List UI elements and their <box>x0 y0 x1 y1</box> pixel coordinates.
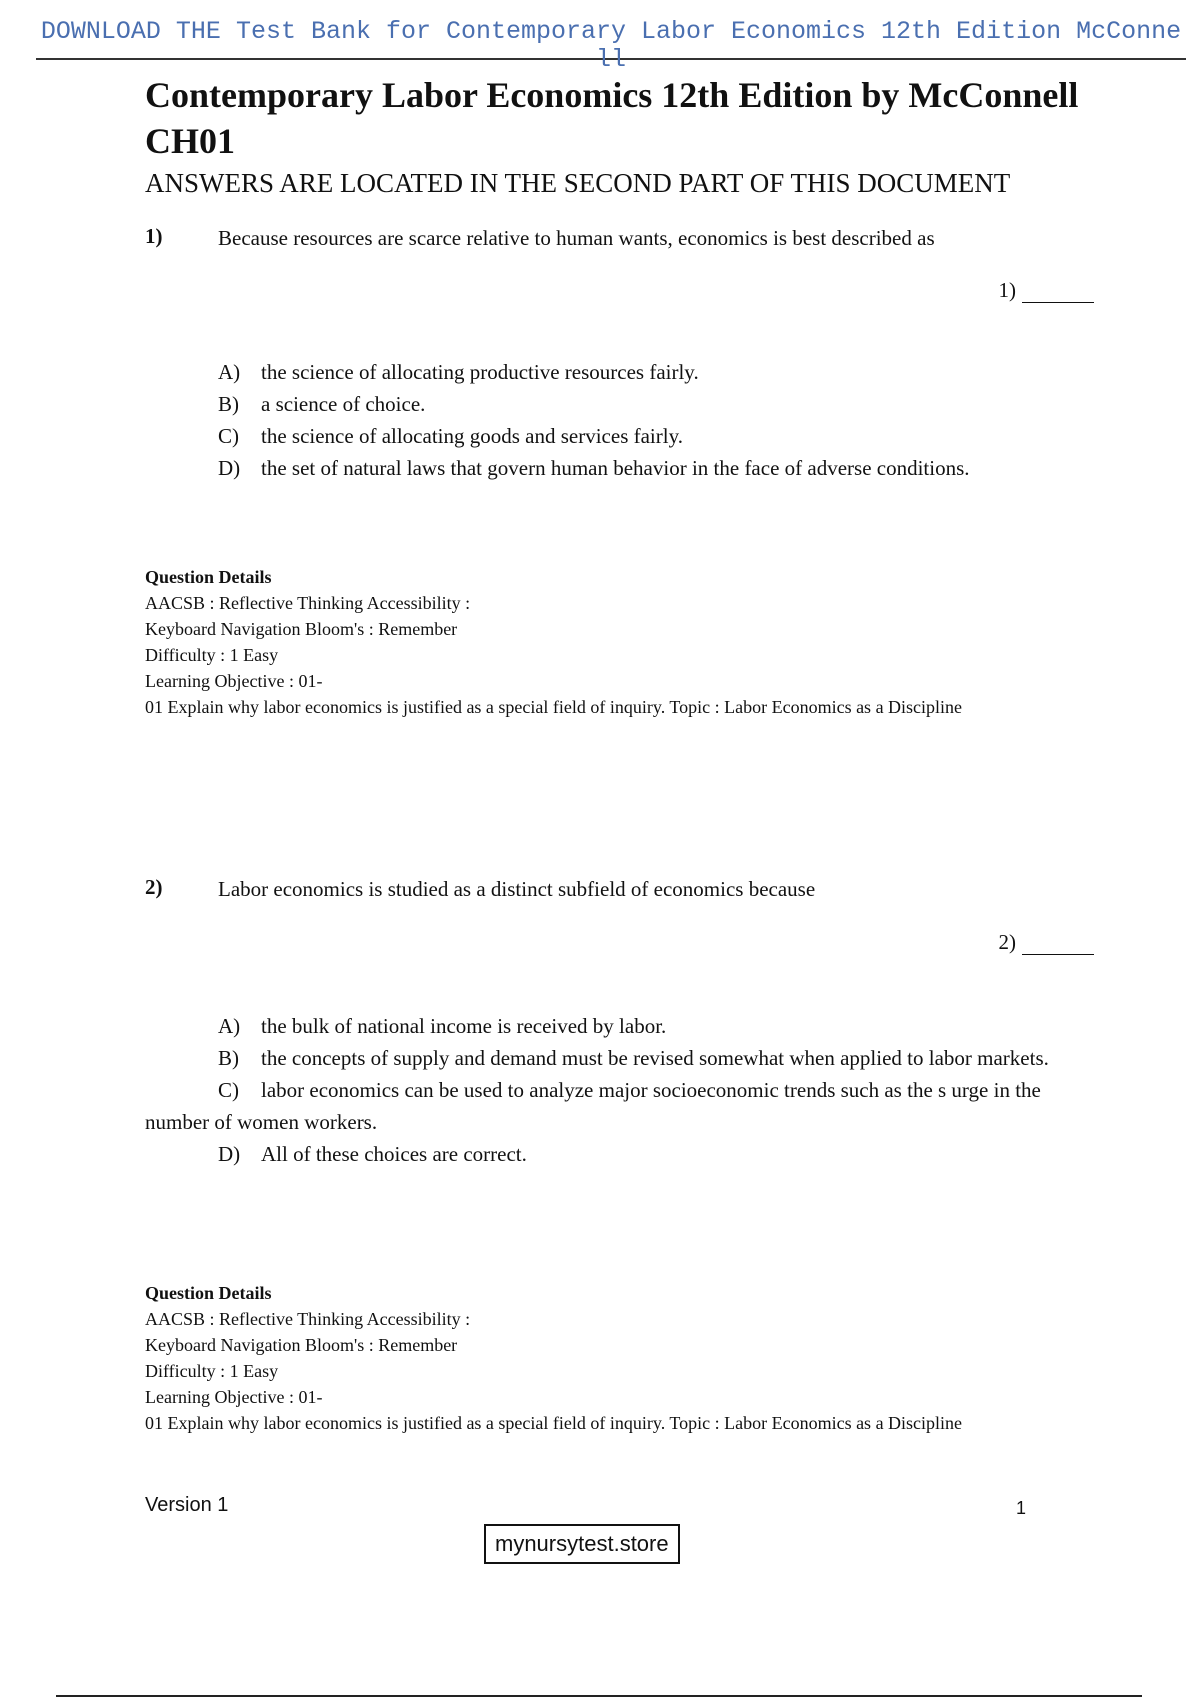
details-difficulty: Difficulty : 1 Easy <box>145 645 279 665</box>
choice-text: All of these choices are correct. <box>261 1142 527 1166</box>
choice <box>145 1042 1065 1074</box>
details-objective-text: 01 Explain why labor economics is justified as a special field of inquiry. Topic : Labor Economics as a Discipline <box>145 697 963 717</box>
choice-letter: C) <box>218 424 239 448</box>
choice-text: the concepts of supply and demand must be revised somewhat when applied to labor markets. <box>261 1046 1049 1070</box>
details-heading: Question Details <box>145 567 272 587</box>
choice-text: the science of allocating goods and services fairly. <box>261 424 683 448</box>
watermark-link[interactable]: mynursytest.store <box>484 1524 680 1564</box>
question-2-answer-blank <box>999 930 1095 955</box>
details-difficulty: Difficulty : 1 Easy <box>145 1361 279 1381</box>
choice <box>145 356 1065 388</box>
question-1-answer-blank <box>999 278 1095 303</box>
version-label: Version 1 <box>145 1494 229 1516</box>
answer-line <box>1022 282 1094 303</box>
question-2-number: 2) <box>145 875 163 899</box>
question-2-text: Labor economics is studied as a distinct subfield of economics because <box>218 877 816 901</box>
choice-text: the set of natural laws that govern human behavior in the face of adverse conditions. <box>261 456 970 480</box>
answer-blank-label: 1) <box>998 278 1016 302</box>
choice <box>145 1138 1065 1170</box>
answers-location-note: ANSWERS ARE LOCATED IN THE SECOND PART OF THIS DOCUMENT <box>145 168 1011 198</box>
bottom-divider <box>56 1695 1142 1697</box>
question-2-choices <box>145 1010 1065 1170</box>
question-1-details <box>145 564 985 720</box>
document-title: Contemporary Labor Economics 12th Edition by McConnell CH01 <box>145 75 1079 161</box>
details-aacsb: AACSB : Reflective Thinking Accessibility : Keyboard Navigation Bloom's : Remember <box>145 1309 471 1355</box>
question-2-details <box>145 1280 985 1436</box>
question-1-number: 1) <box>145 224 163 248</box>
details-aacsb: AACSB : Reflective Thinking Accessibility : Keyboard Navigation Bloom's : Remember <box>145 593 471 639</box>
choice-letter: D) <box>218 1142 241 1166</box>
details-objective-label: Learning Objective : 01- <box>145 1387 323 1407</box>
details-objective-label: Learning Objective : 01- <box>145 671 323 691</box>
choice <box>145 420 1065 452</box>
choice-text: the science of allocating productive resources fairly. <box>261 360 699 384</box>
choice-letter: B) <box>218 1046 239 1070</box>
choice-text: a science of choice. <box>261 392 426 416</box>
page-number: 1 <box>1016 1498 1027 1518</box>
details-objective-text: 01 Explain why labor economics is justified as a special field of inquiry. Topic : Labor Economics as a Discipline <box>145 1413 963 1433</box>
choice-text: labor economics can be used to analyze major socioeconomic trends such as the s urge in the number of women workers. <box>145 1078 1041 1134</box>
details-heading: Question Details <box>145 1283 272 1303</box>
question-1-choices <box>145 356 1065 484</box>
choice-letter: B) <box>218 392 239 416</box>
download-banner[interactable]: DOWNLOAD THE Test Bank for Contemporary Labor Economics 12th Edition McConnell <box>36 18 1186 60</box>
choice-letter: C) <box>218 1078 239 1102</box>
choice <box>145 452 1065 484</box>
question-1-text: Because resources are scarce relative to human wants, economics is best described as <box>218 226 935 250</box>
answer-blank-label: 2) <box>998 930 1016 954</box>
choice-letter: A) <box>218 360 241 384</box>
answer-line <box>1022 934 1094 955</box>
choice <box>145 388 1065 420</box>
choice-text: the bulk of national income is received by labor. <box>261 1014 667 1038</box>
choice <box>145 1010 1065 1042</box>
choice-letter: A) <box>218 1014 241 1038</box>
choice-letter: D) <box>218 456 241 480</box>
choice <box>145 1074 1065 1138</box>
